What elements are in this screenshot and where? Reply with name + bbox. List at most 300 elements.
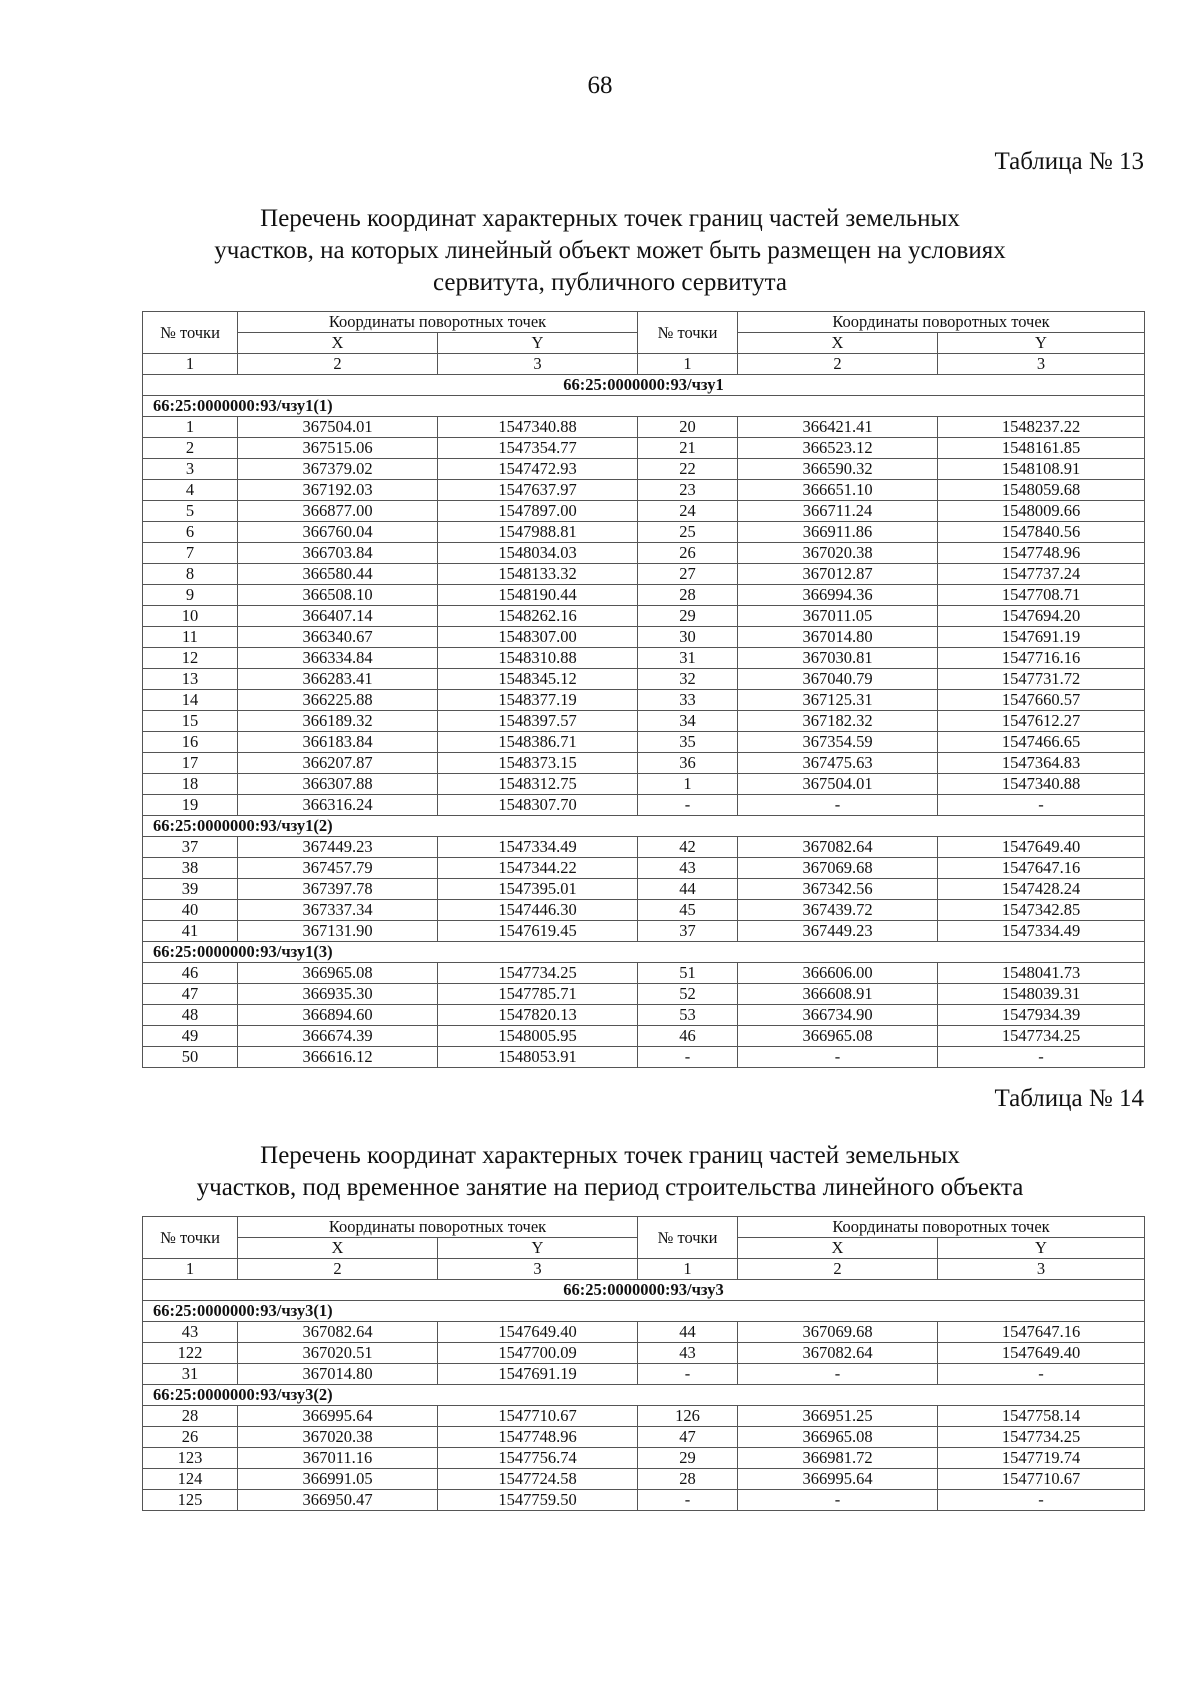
table-cell: 366760.04 bbox=[238, 522, 438, 543]
table-cell: 125 bbox=[143, 1490, 238, 1511]
table-cell: - bbox=[938, 795, 1145, 816]
table-cell: 29 bbox=[638, 1448, 738, 1469]
table-cell: 366734.90 bbox=[738, 1005, 938, 1026]
table-cell: 1547897.00 bbox=[438, 501, 638, 522]
table-row bbox=[143, 606, 1145, 627]
group-label: 66:25:0000000:93/чзу3(2) bbox=[143, 1385, 1145, 1406]
table-cell: 366877.00 bbox=[238, 501, 438, 522]
table-13-caption: Таблица № 13 bbox=[994, 148, 1144, 175]
table-cell: 367182.32 bbox=[738, 711, 938, 732]
table-cell: 366995.64 bbox=[238, 1406, 438, 1427]
table-cell: 1547700.09 bbox=[438, 1343, 638, 1364]
table-cell: 367337.34 bbox=[238, 900, 438, 921]
table-cell: 122 bbox=[143, 1343, 238, 1364]
table-cell: 366508.10 bbox=[238, 585, 438, 606]
table-cell: 1547934.39 bbox=[938, 1005, 1145, 1026]
table-cell: 3 bbox=[143, 459, 238, 480]
table-cell: 1547734.25 bbox=[938, 1427, 1145, 1448]
table-cell: 1547344.22 bbox=[438, 858, 638, 879]
table-row bbox=[143, 627, 1145, 648]
group-row bbox=[143, 1301, 1145, 1322]
table-cell: 366189.32 bbox=[238, 711, 438, 732]
table-row bbox=[143, 984, 1145, 1005]
table-cell: 1547719.74 bbox=[938, 1448, 1145, 1469]
table-cell: 27 bbox=[638, 564, 738, 585]
table-row bbox=[143, 837, 1145, 858]
table-cell: 367011.16 bbox=[238, 1448, 438, 1469]
header-point-number: № точки bbox=[638, 1217, 738, 1259]
table-cell: 1547785.71 bbox=[438, 984, 638, 1005]
table-row bbox=[143, 1047, 1145, 1068]
table-cell: 366703.84 bbox=[238, 543, 438, 564]
table-cell: 367030.81 bbox=[738, 648, 938, 669]
table-cell: 40 bbox=[143, 900, 238, 921]
table-row bbox=[143, 1343, 1145, 1364]
table-cell: 366407.14 bbox=[238, 606, 438, 627]
header-y: Y bbox=[438, 333, 638, 354]
table-cell: 366965.08 bbox=[238, 963, 438, 984]
table-cell: 1547637.97 bbox=[438, 480, 638, 501]
table-cell: 19 bbox=[143, 795, 238, 816]
table-cell: 366651.10 bbox=[738, 480, 938, 501]
table-cell: 1547691.19 bbox=[938, 627, 1145, 648]
header-x: X bbox=[238, 333, 438, 354]
header-coordinates: Координаты поворотных точек bbox=[738, 1217, 1145, 1238]
column-index-cell: 1 bbox=[638, 1259, 738, 1280]
table-cell: 38 bbox=[143, 858, 238, 879]
table-cell: 47 bbox=[143, 984, 238, 1005]
table-cell: 1547748.96 bbox=[438, 1427, 638, 1448]
table-cell: 1548373.15 bbox=[438, 753, 638, 774]
table-cell: 366950.47 bbox=[238, 1490, 438, 1511]
table-cell: 366965.08 bbox=[738, 1026, 938, 1047]
table-cell: 1547466.65 bbox=[938, 732, 1145, 753]
table-cell: 52 bbox=[638, 984, 738, 1005]
table-cell: 1548377.19 bbox=[438, 690, 638, 711]
table-cell: 1547716.16 bbox=[938, 648, 1145, 669]
table-cell: 47 bbox=[638, 1427, 738, 1448]
table-cell: 367125.31 bbox=[738, 690, 938, 711]
table-row bbox=[143, 774, 1145, 795]
table-cell: 366340.67 bbox=[238, 627, 438, 648]
table-cell: 1547820.13 bbox=[438, 1005, 638, 1026]
table-cell: 1547649.40 bbox=[438, 1322, 638, 1343]
table-cell: - bbox=[738, 795, 938, 816]
table-cell: 1547649.40 bbox=[938, 837, 1145, 858]
table-cell: 20 bbox=[638, 417, 738, 438]
table-cell: 1547660.57 bbox=[938, 690, 1145, 711]
table-cell: 1547759.50 bbox=[438, 1490, 638, 1511]
table-cell: 1548307.00 bbox=[438, 627, 638, 648]
table-cell: 1548262.16 bbox=[438, 606, 638, 627]
table-row bbox=[143, 858, 1145, 879]
table-13-title-line: участков, на которых линейный объект может быть размещен на условиях bbox=[214, 237, 1006, 264]
table-cell: - bbox=[938, 1490, 1145, 1511]
table-cell: 367131.90 bbox=[238, 921, 438, 942]
table-row bbox=[143, 795, 1145, 816]
table-cell: 366225.88 bbox=[238, 690, 438, 711]
table-cell: 15 bbox=[143, 711, 238, 732]
table-cell: 42 bbox=[638, 837, 738, 858]
table-cell: 21 bbox=[638, 438, 738, 459]
table-cell: 1547731.72 bbox=[938, 669, 1145, 690]
table-cell: 12 bbox=[143, 648, 238, 669]
table-cell: - bbox=[638, 1364, 738, 1385]
table-cell: 1548190.44 bbox=[438, 585, 638, 606]
table-cell: 1548053.91 bbox=[438, 1047, 638, 1068]
table-cell: 1548161.85 bbox=[938, 438, 1145, 459]
table-row bbox=[143, 438, 1145, 459]
table-row bbox=[143, 879, 1145, 900]
table-row bbox=[143, 690, 1145, 711]
table-cell: 366711.24 bbox=[738, 501, 938, 522]
section-row bbox=[143, 375, 1145, 396]
table-cell: 34 bbox=[638, 711, 738, 732]
table-cell: 367020.38 bbox=[238, 1427, 438, 1448]
table-cell: 39 bbox=[143, 879, 238, 900]
table-cell: 366606.00 bbox=[738, 963, 938, 984]
table-cell: 7 bbox=[143, 543, 238, 564]
table-cell: 366991.05 bbox=[238, 1469, 438, 1490]
table-cell: 53 bbox=[638, 1005, 738, 1026]
table-cell: 17 bbox=[143, 753, 238, 774]
table-cell: 1547619.45 bbox=[438, 921, 638, 942]
table-cell: 1548237.22 bbox=[938, 417, 1145, 438]
table-row bbox=[143, 1427, 1145, 1448]
header-point-number: № точки bbox=[143, 1217, 238, 1259]
table-13-title bbox=[130, 203, 1090, 299]
table-cell: 1547724.58 bbox=[438, 1469, 638, 1490]
table-row bbox=[143, 459, 1145, 480]
table-cell: 22 bbox=[638, 459, 738, 480]
column-index-cell: 1 bbox=[143, 354, 238, 375]
table-row bbox=[143, 480, 1145, 501]
header-x: X bbox=[238, 1238, 438, 1259]
table-cell: 43 bbox=[638, 858, 738, 879]
table-cell: 26 bbox=[638, 543, 738, 564]
table-row bbox=[143, 1322, 1145, 1343]
table-row bbox=[143, 1005, 1145, 1026]
table-14-caption: Таблица № 14 bbox=[994, 1085, 1144, 1112]
group-label: 66:25:0000000:93/чзу1(2) bbox=[143, 816, 1145, 837]
table-row bbox=[143, 543, 1145, 564]
table-cell: 10 bbox=[143, 606, 238, 627]
header-row bbox=[143, 312, 1145, 333]
table-cell: 1547710.67 bbox=[438, 1406, 638, 1427]
header-coordinates: Координаты поворотных точек bbox=[738, 312, 1145, 333]
table-cell: - bbox=[938, 1364, 1145, 1385]
table-cell: 1547694.20 bbox=[938, 606, 1145, 627]
header-point-number: № точки bbox=[143, 312, 238, 354]
table-cell: 1548307.70 bbox=[438, 795, 638, 816]
table-cell: 1547691.19 bbox=[438, 1364, 638, 1385]
table-cell: 366283.41 bbox=[238, 669, 438, 690]
table-cell: 1548345.12 bbox=[438, 669, 638, 690]
column-index-row bbox=[143, 354, 1145, 375]
table-cell: 367397.78 bbox=[238, 879, 438, 900]
table-cell: 367475.63 bbox=[738, 753, 938, 774]
header-point-number: № точки bbox=[638, 312, 738, 354]
table-cell: 44 bbox=[638, 1322, 738, 1343]
table-14 bbox=[142, 1216, 1145, 1511]
table-cell: 1548039.31 bbox=[938, 984, 1145, 1005]
table-cell: 366935.30 bbox=[238, 984, 438, 1005]
table-cell: 9 bbox=[143, 585, 238, 606]
table-cell: 16 bbox=[143, 732, 238, 753]
table-cell: 367012.87 bbox=[738, 564, 938, 585]
table-cell: 4 bbox=[143, 480, 238, 501]
table-row bbox=[143, 753, 1145, 774]
table-cell: 28 bbox=[638, 1469, 738, 1490]
table-cell: 1547647.16 bbox=[938, 1322, 1145, 1343]
section-label: 66:25:0000000:93/чзу1 bbox=[143, 375, 1145, 396]
group-label: 66:25:0000000:93/чзу1(1) bbox=[143, 396, 1145, 417]
table-cell: 32 bbox=[638, 669, 738, 690]
table-cell: 366965.08 bbox=[738, 1427, 938, 1448]
table-row bbox=[143, 564, 1145, 585]
table-cell: 1548108.91 bbox=[938, 459, 1145, 480]
table-cell: 366590.32 bbox=[738, 459, 938, 480]
table-cell: 8 bbox=[143, 564, 238, 585]
table-cell: 1547334.49 bbox=[938, 921, 1145, 942]
table-cell: 1547649.40 bbox=[938, 1343, 1145, 1364]
table-cell: 1547342.85 bbox=[938, 900, 1145, 921]
table-cell: 51 bbox=[638, 963, 738, 984]
column-index-cell: 1 bbox=[143, 1259, 238, 1280]
table-cell: 367040.79 bbox=[738, 669, 938, 690]
table-cell: 367379.02 bbox=[238, 459, 438, 480]
table-cell: 367020.38 bbox=[738, 543, 938, 564]
table-row bbox=[143, 711, 1145, 732]
header-row bbox=[143, 1217, 1145, 1238]
table-cell: 367082.64 bbox=[738, 1343, 938, 1364]
table-cell: 1547647.16 bbox=[938, 858, 1145, 879]
table-cell: - bbox=[638, 795, 738, 816]
table-cell: 1547737.24 bbox=[938, 564, 1145, 585]
table-cell: 1547395.01 bbox=[438, 879, 638, 900]
table-cell: 366911.86 bbox=[738, 522, 938, 543]
table-cell: 367504.01 bbox=[738, 774, 938, 795]
table-cell: 37 bbox=[638, 921, 738, 942]
column-index-cell: 2 bbox=[738, 1259, 938, 1280]
table-cell: 1 bbox=[638, 774, 738, 795]
table-cell: 49 bbox=[143, 1026, 238, 1047]
table-cell: 367020.51 bbox=[238, 1343, 438, 1364]
table-cell: 1548059.68 bbox=[938, 480, 1145, 501]
table-cell: 366616.12 bbox=[238, 1047, 438, 1068]
table-cell: 48 bbox=[143, 1005, 238, 1026]
table-cell: 1548310.88 bbox=[438, 648, 638, 669]
group-row bbox=[143, 816, 1145, 837]
table-cell: 1547472.93 bbox=[438, 459, 638, 480]
group-row bbox=[143, 396, 1145, 417]
table-cell: 1547710.67 bbox=[938, 1469, 1145, 1490]
table-cell: - bbox=[638, 1047, 738, 1068]
table-cell: 24 bbox=[638, 501, 738, 522]
table-cell: 366894.60 bbox=[238, 1005, 438, 1026]
table-cell: 1 bbox=[143, 417, 238, 438]
table-row bbox=[143, 648, 1145, 669]
table-cell: 5 bbox=[143, 501, 238, 522]
table-cell: 366981.72 bbox=[738, 1448, 938, 1469]
table-cell: 367082.64 bbox=[738, 837, 938, 858]
table-cell: 31 bbox=[638, 648, 738, 669]
table-cell: 1548312.75 bbox=[438, 774, 638, 795]
table-cell: 367011.05 bbox=[738, 606, 938, 627]
table-cell: 1547734.25 bbox=[438, 963, 638, 984]
table-cell: 366523.12 bbox=[738, 438, 938, 459]
table-row bbox=[143, 522, 1145, 543]
table-14-title bbox=[130, 1140, 1090, 1204]
table-cell: 1548386.71 bbox=[438, 732, 638, 753]
table-cell: 36 bbox=[638, 753, 738, 774]
table-cell: 1547840.56 bbox=[938, 522, 1145, 543]
table-cell: 1547708.71 bbox=[938, 585, 1145, 606]
table-cell: 1547334.49 bbox=[438, 837, 638, 858]
group-label: 66:25:0000000:93/чзу3(1) bbox=[143, 1301, 1145, 1322]
table-cell: 123 bbox=[143, 1448, 238, 1469]
column-index-cell: 1 bbox=[638, 354, 738, 375]
table-cell: 37 bbox=[143, 837, 238, 858]
table-cell: 366994.36 bbox=[738, 585, 938, 606]
table-cell: 367515.06 bbox=[238, 438, 438, 459]
table-cell: - bbox=[738, 1047, 938, 1068]
table-14-title-line: участков, под временное занятие на период строительства линейного объекта bbox=[196, 1174, 1024, 1201]
column-index-cell: 3 bbox=[438, 354, 638, 375]
column-index-row bbox=[143, 1259, 1145, 1280]
table-cell: 23 bbox=[638, 480, 738, 501]
column-index-cell: 2 bbox=[238, 1259, 438, 1280]
header-y: Y bbox=[438, 1238, 638, 1259]
table-row bbox=[143, 921, 1145, 942]
table-cell: 26 bbox=[143, 1427, 238, 1448]
table-cell: 2 bbox=[143, 438, 238, 459]
header-coordinates: Координаты поворотных точек bbox=[238, 1217, 638, 1238]
header-y: Y bbox=[938, 1238, 1145, 1259]
table-row bbox=[143, 1448, 1145, 1469]
table-cell: 367354.59 bbox=[738, 732, 938, 753]
table-cell: 367014.80 bbox=[738, 627, 938, 648]
group-row bbox=[143, 942, 1145, 963]
header-x: X bbox=[738, 1238, 938, 1259]
table-cell: 1548009.66 bbox=[938, 501, 1145, 522]
table-cell: 367449.23 bbox=[738, 921, 938, 942]
table-cell: 13 bbox=[143, 669, 238, 690]
column-index-cell: 3 bbox=[438, 1259, 638, 1280]
table-cell: 45 bbox=[638, 900, 738, 921]
table-cell: 30 bbox=[638, 627, 738, 648]
table-cell: 50 bbox=[143, 1047, 238, 1068]
table-cell: 366580.44 bbox=[238, 564, 438, 585]
table-cell: 41 bbox=[143, 921, 238, 942]
table-row bbox=[143, 1364, 1145, 1385]
table-13 bbox=[142, 311, 1145, 1068]
table-cell: 1548034.03 bbox=[438, 543, 638, 564]
table-14-title-line: Перечень координат характерных точек границ частей земельных bbox=[260, 1142, 960, 1169]
table-cell: 1547354.77 bbox=[438, 438, 638, 459]
table-cell: 1547428.24 bbox=[938, 879, 1145, 900]
table-cell: 366316.24 bbox=[238, 795, 438, 816]
table-cell: 43 bbox=[638, 1343, 738, 1364]
column-index-cell: 3 bbox=[938, 1259, 1145, 1280]
header-coordinates: Координаты поворотных точек bbox=[238, 312, 638, 333]
section-label: 66:25:0000000:93/чзу3 bbox=[143, 1280, 1145, 1301]
table-13-title-line: сервитута, публичного сервитута bbox=[432, 269, 788, 296]
group-row bbox=[143, 1385, 1145, 1406]
page-number: 68 bbox=[587, 72, 613, 99]
table-cell: 28 bbox=[638, 585, 738, 606]
table-cell: 1547748.96 bbox=[938, 543, 1145, 564]
table-row bbox=[143, 1490, 1145, 1511]
table-cell: 44 bbox=[638, 879, 738, 900]
table-cell: 366307.88 bbox=[238, 774, 438, 795]
table-cell: 1547446.30 bbox=[438, 900, 638, 921]
table-cell: 367069.68 bbox=[738, 1322, 938, 1343]
table-row bbox=[143, 1406, 1145, 1427]
table-cell: 367069.68 bbox=[738, 858, 938, 879]
section-row bbox=[143, 1280, 1145, 1301]
table-cell: 25 bbox=[638, 522, 738, 543]
table-cell: - bbox=[738, 1490, 938, 1511]
table-cell: 6 bbox=[143, 522, 238, 543]
group-label: 66:25:0000000:93/чзу1(3) bbox=[143, 942, 1145, 963]
table-row bbox=[143, 732, 1145, 753]
table-cell: 29 bbox=[638, 606, 738, 627]
table-row bbox=[143, 900, 1145, 921]
table-cell: - bbox=[638, 1490, 738, 1511]
column-index-cell: 2 bbox=[238, 354, 438, 375]
table-row bbox=[143, 1026, 1145, 1047]
table-cell: 35 bbox=[638, 732, 738, 753]
header-y: Y bbox=[938, 333, 1145, 354]
table-cell: 1548133.32 bbox=[438, 564, 638, 585]
table-cell: 366207.87 bbox=[238, 753, 438, 774]
table-cell: 14 bbox=[143, 690, 238, 711]
table-cell: 366951.25 bbox=[738, 1406, 938, 1427]
table-cell: 1547340.88 bbox=[938, 774, 1145, 795]
column-index-cell: 3 bbox=[938, 354, 1145, 375]
table-cell: 124 bbox=[143, 1469, 238, 1490]
table-cell: 367082.64 bbox=[238, 1322, 438, 1343]
table-row bbox=[143, 417, 1145, 438]
table-cell: 1547340.88 bbox=[438, 417, 638, 438]
table-cell: 366674.39 bbox=[238, 1026, 438, 1047]
table-cell: 367192.03 bbox=[238, 480, 438, 501]
table-cell: 1548041.73 bbox=[938, 963, 1145, 984]
table-cell: - bbox=[938, 1047, 1145, 1068]
table-cell: 46 bbox=[638, 1026, 738, 1047]
table-cell: 367342.56 bbox=[738, 879, 938, 900]
column-index-cell: 2 bbox=[738, 354, 938, 375]
table-cell: 366421.41 bbox=[738, 417, 938, 438]
table-row bbox=[143, 1469, 1145, 1490]
table-cell: 367439.72 bbox=[738, 900, 938, 921]
table-cell: 126 bbox=[638, 1406, 738, 1427]
table-cell: 1548397.57 bbox=[438, 711, 638, 732]
table-cell: 46 bbox=[143, 963, 238, 984]
table-cell: 366334.84 bbox=[238, 648, 438, 669]
table-cell: 367014.80 bbox=[238, 1364, 438, 1385]
table-cell: 367504.01 bbox=[238, 417, 438, 438]
table-cell: 18 bbox=[143, 774, 238, 795]
table-cell: 367449.23 bbox=[238, 837, 438, 858]
table-cell: 366995.64 bbox=[738, 1469, 938, 1490]
table-cell: 1547364.83 bbox=[938, 753, 1145, 774]
table-row bbox=[143, 501, 1145, 522]
table-cell: 366183.84 bbox=[238, 732, 438, 753]
table-row bbox=[143, 963, 1145, 984]
table-cell: 28 bbox=[143, 1406, 238, 1427]
